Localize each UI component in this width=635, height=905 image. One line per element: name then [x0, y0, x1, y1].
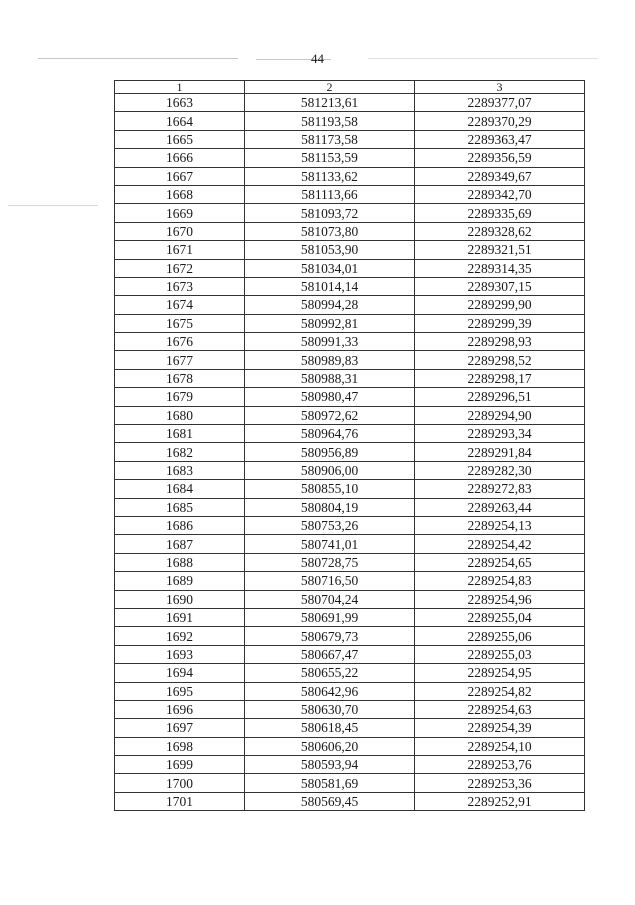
cell-x-coordinate: 581113,66	[245, 185, 415, 203]
cell-y-coordinate: 2289254,10	[415, 737, 585, 755]
cell-point-number: 1690	[115, 590, 245, 608]
cell-point-number: 1679	[115, 388, 245, 406]
cell-y-coordinate: 2289349,67	[415, 167, 585, 185]
cell-x-coordinate: 580606,20	[245, 737, 415, 755]
table-row	[115, 369, 585, 387]
table-row	[115, 406, 585, 424]
cell-point-number: 1673	[115, 277, 245, 295]
table-row	[115, 443, 585, 461]
cell-point-number: 1688	[115, 553, 245, 571]
cell-x-coordinate: 581073,80	[245, 222, 415, 240]
cell-y-coordinate: 2289291,84	[415, 443, 585, 461]
cell-x-coordinate: 580964,76	[245, 425, 415, 443]
table-row	[115, 737, 585, 755]
cell-y-coordinate: 2289377,07	[415, 94, 585, 112]
cell-x-coordinate: 580667,47	[245, 645, 415, 663]
cell-x-coordinate: 580753,26	[245, 516, 415, 534]
cell-point-number: 1699	[115, 756, 245, 774]
table-row	[115, 241, 585, 259]
cell-x-coordinate: 580972,62	[245, 406, 415, 424]
cell-y-coordinate: 2289342,70	[415, 185, 585, 203]
table-row	[115, 425, 585, 443]
cell-point-number: 1663	[115, 94, 245, 112]
table-row	[115, 553, 585, 571]
cell-x-coordinate: 580716,50	[245, 572, 415, 590]
cell-y-coordinate: 2289298,17	[415, 369, 585, 387]
cell-y-coordinate: 2289263,44	[415, 498, 585, 516]
table-row	[115, 719, 585, 737]
cell-y-coordinate: 2289307,15	[415, 277, 585, 295]
cell-point-number: 1674	[115, 296, 245, 314]
cell-y-coordinate: 2289253,36	[415, 774, 585, 792]
cell-y-coordinate: 2289296,51	[415, 388, 585, 406]
table-row	[115, 572, 585, 590]
table-row	[115, 149, 585, 167]
table-row	[115, 94, 585, 112]
cell-point-number: 1678	[115, 369, 245, 387]
cell-x-coordinate: 580980,47	[245, 388, 415, 406]
cell-point-number: 1664	[115, 112, 245, 130]
cell-point-number: 1665	[115, 130, 245, 148]
cell-point-number: 1682	[115, 443, 245, 461]
table-row	[115, 700, 585, 718]
cell-point-number: 1677	[115, 351, 245, 369]
cell-point-number: 1698	[115, 737, 245, 755]
cell-x-coordinate: 580956,89	[245, 443, 415, 461]
cell-x-coordinate: 580741,01	[245, 535, 415, 553]
cell-y-coordinate: 2289299,90	[415, 296, 585, 314]
cell-x-coordinate: 580906,00	[245, 461, 415, 479]
column-header-y: 3	[415, 81, 585, 94]
cell-y-coordinate: 2289254,82	[415, 682, 585, 700]
table-row	[115, 756, 585, 774]
table-row	[115, 682, 585, 700]
cell-x-coordinate: 580691,99	[245, 608, 415, 626]
cell-point-number: 1687	[115, 535, 245, 553]
table-row	[115, 535, 585, 553]
table-row	[115, 388, 585, 406]
column-header-x: 2	[245, 81, 415, 94]
cell-point-number: 1666	[115, 149, 245, 167]
table-row	[115, 185, 585, 203]
cell-x-coordinate: 580728,75	[245, 553, 415, 571]
cell-x-coordinate: 580569,45	[245, 792, 415, 810]
cell-point-number: 1683	[115, 461, 245, 479]
cell-point-number: 1669	[115, 204, 245, 222]
cell-x-coordinate: 580704,24	[245, 590, 415, 608]
cell-y-coordinate: 2289293,34	[415, 425, 585, 443]
table-row	[115, 608, 585, 626]
cell-x-coordinate: 580630,70	[245, 700, 415, 718]
cell-x-coordinate: 581014,14	[245, 277, 415, 295]
coordinates-table	[114, 80, 585, 811]
cell-x-coordinate: 580804,19	[245, 498, 415, 516]
cell-y-coordinate: 2289255,04	[415, 608, 585, 626]
cell-y-coordinate: 2289363,47	[415, 130, 585, 148]
cell-point-number: 1691	[115, 608, 245, 626]
cell-y-coordinate: 2289254,96	[415, 590, 585, 608]
table-row	[115, 130, 585, 148]
cell-x-coordinate: 581193,58	[245, 112, 415, 130]
cell-y-coordinate: 2289253,76	[415, 756, 585, 774]
table-row	[115, 498, 585, 516]
cell-point-number: 1700	[115, 774, 245, 792]
table-row	[115, 277, 585, 295]
table-row	[115, 167, 585, 185]
cell-y-coordinate: 2289254,65	[415, 553, 585, 571]
cell-x-coordinate: 581034,01	[245, 259, 415, 277]
scan-artifact	[8, 205, 98, 206]
cell-y-coordinate: 2289370,29	[415, 112, 585, 130]
cell-point-number: 1696	[115, 700, 245, 718]
cell-x-coordinate: 580989,83	[245, 351, 415, 369]
cell-y-coordinate: 2289254,13	[415, 516, 585, 534]
cell-y-coordinate: 2289254,95	[415, 664, 585, 682]
cell-point-number: 1681	[115, 425, 245, 443]
table-row	[115, 664, 585, 682]
cell-point-number: 1676	[115, 333, 245, 351]
cell-x-coordinate: 581213,61	[245, 94, 415, 112]
cell-x-coordinate: 581153,59	[245, 149, 415, 167]
header-row	[115, 81, 585, 94]
cell-x-coordinate: 580992,81	[245, 314, 415, 332]
cell-y-coordinate: 2289299,39	[415, 314, 585, 332]
cell-y-coordinate: 2289298,52	[415, 351, 585, 369]
cell-y-coordinate: 2289255,03	[415, 645, 585, 663]
table-row	[115, 222, 585, 240]
cell-y-coordinate: 2289294,90	[415, 406, 585, 424]
cell-y-coordinate: 2289282,30	[415, 461, 585, 479]
cell-y-coordinate: 2289321,51	[415, 241, 585, 259]
cell-x-coordinate: 580679,73	[245, 627, 415, 645]
cell-point-number: 1695	[115, 682, 245, 700]
cell-point-number: 1693	[115, 645, 245, 663]
cell-y-coordinate: 2289254,63	[415, 700, 585, 718]
table-row	[115, 627, 585, 645]
cell-point-number: 1685	[115, 498, 245, 516]
cell-x-coordinate: 580855,10	[245, 480, 415, 498]
cell-y-coordinate: 2289254,39	[415, 719, 585, 737]
table-row	[115, 480, 585, 498]
table-row	[115, 461, 585, 479]
table-row	[115, 590, 585, 608]
cell-point-number: 1686	[115, 516, 245, 534]
cell-point-number: 1668	[115, 185, 245, 203]
page-number: 44	[311, 51, 324, 66]
table-row	[115, 351, 585, 369]
cell-x-coordinate: 580988,31	[245, 369, 415, 387]
cell-x-coordinate: 580642,96	[245, 682, 415, 700]
cell-y-coordinate: 2289356,59	[415, 149, 585, 167]
cell-y-coordinate: 2289298,93	[415, 333, 585, 351]
cell-x-coordinate: 580991,33	[245, 333, 415, 351]
cell-point-number: 1675	[115, 314, 245, 332]
table-row	[115, 333, 585, 351]
cell-point-number: 1694	[115, 664, 245, 682]
table-body	[115, 94, 585, 811]
cell-y-coordinate: 2289335,69	[415, 204, 585, 222]
cell-x-coordinate: 580618,45	[245, 719, 415, 737]
table-row	[115, 112, 585, 130]
cell-y-coordinate: 2289254,83	[415, 572, 585, 590]
cell-x-coordinate: 581133,62	[245, 167, 415, 185]
table-row	[115, 314, 585, 332]
cell-point-number: 1697	[115, 719, 245, 737]
cell-point-number: 1692	[115, 627, 245, 645]
table-row	[115, 774, 585, 792]
cell-y-coordinate: 2289328,62	[415, 222, 585, 240]
cell-point-number: 1670	[115, 222, 245, 240]
cell-x-coordinate: 580593,94	[245, 756, 415, 774]
table-row	[115, 516, 585, 534]
table-row	[115, 259, 585, 277]
cell-y-coordinate: 2289254,42	[415, 535, 585, 553]
cell-y-coordinate: 2289314,35	[415, 259, 585, 277]
table-row	[115, 792, 585, 810]
table-header	[115, 81, 585, 94]
cell-x-coordinate: 581093,72	[245, 204, 415, 222]
table-row	[115, 296, 585, 314]
cell-x-coordinate: 581053,90	[245, 241, 415, 259]
cell-x-coordinate: 580994,28	[245, 296, 415, 314]
cell-y-coordinate: 2289252,91	[415, 792, 585, 810]
cell-x-coordinate: 580581,69	[245, 774, 415, 792]
cell-point-number: 1671	[115, 241, 245, 259]
table-row	[115, 645, 585, 663]
cell-point-number: 1672	[115, 259, 245, 277]
cell-x-coordinate: 580655,22	[245, 664, 415, 682]
cell-y-coordinate: 2289255,06	[415, 627, 585, 645]
cell-point-number: 1684	[115, 480, 245, 498]
column-header-point: 1	[115, 81, 245, 94]
cell-point-number: 1689	[115, 572, 245, 590]
cell-point-number: 1701	[115, 792, 245, 810]
cell-x-coordinate: 581173,58	[245, 130, 415, 148]
cell-point-number: 1680	[115, 406, 245, 424]
table-row	[115, 204, 585, 222]
cell-point-number: 1667	[115, 167, 245, 185]
cell-y-coordinate: 2289272,83	[415, 480, 585, 498]
